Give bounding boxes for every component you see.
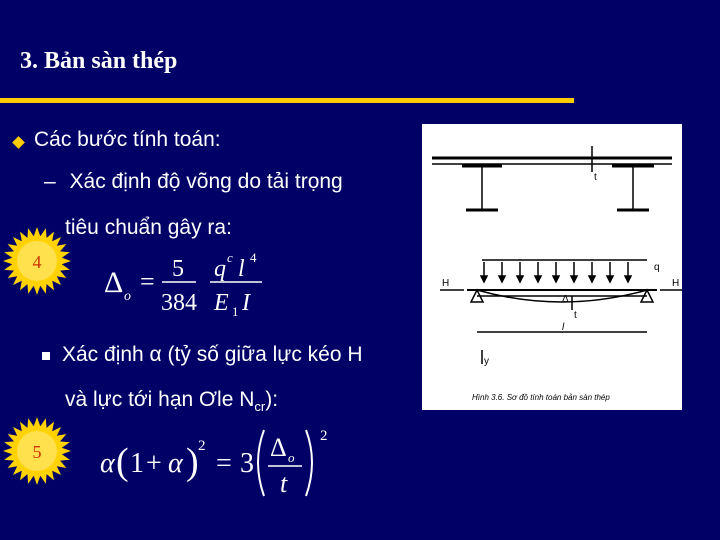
formula2-t: t xyxy=(280,469,288,498)
square-bullet-icon xyxy=(42,352,50,360)
badge-5-label: 5 xyxy=(32,442,42,462)
formula2-plus: + xyxy=(146,448,162,479)
load-arrowhead xyxy=(499,276,505,282)
label-y: y xyxy=(484,356,489,367)
label-l: l xyxy=(562,322,565,333)
load-arrowhead xyxy=(571,276,577,282)
formula2-alpha2: α xyxy=(168,448,183,479)
formula1-sup-c: c xyxy=(227,250,233,265)
label-t-top: t xyxy=(594,172,597,183)
formula2-alpha: α xyxy=(100,448,115,479)
formula1-sup-4: 4 xyxy=(250,250,257,265)
label-q: q xyxy=(654,262,660,273)
formula2-eq: = xyxy=(216,448,232,479)
load-arrowhead xyxy=(625,276,631,282)
formula1-q: q xyxy=(214,256,226,282)
left-i-beam xyxy=(462,166,502,210)
load-arrowhead xyxy=(589,276,595,282)
formula2-sub-o: o xyxy=(288,450,295,465)
label-H-right: H xyxy=(672,278,680,289)
formula1-I: I xyxy=(242,290,250,316)
label-t-mid: t xyxy=(574,310,577,321)
sub-bullet-1-line1: Xác định độ võng do tải trọng xyxy=(69,170,343,193)
formula1-l: l xyxy=(238,256,245,282)
label-delta: Δ xyxy=(562,294,569,305)
formula2-rparen: ) xyxy=(186,441,199,483)
alpha-formula xyxy=(98,422,338,502)
sub-bullet-2-close: ): xyxy=(265,388,279,411)
figure-caption: Hình 3.6. Sơ đồ tính toán bản sàn thép xyxy=(472,393,610,402)
formula2-three: 3 xyxy=(240,448,254,479)
formula2-sup2a: 2 xyxy=(198,438,206,454)
label-H-left: H xyxy=(442,278,450,289)
badge-4-label: 4 xyxy=(32,252,42,272)
right-i-beam xyxy=(612,166,654,210)
formula1-den1: 384 xyxy=(161,290,197,316)
starburst-badge-4 xyxy=(2,226,72,296)
formula1-num1: 5 xyxy=(172,256,184,282)
steel-deck-diagram xyxy=(422,124,682,410)
formula1-sub-o: o xyxy=(124,289,131,304)
load-arrowhead xyxy=(517,276,523,282)
sub-bullet-1-line2: tiêu chuẩn gây ra: xyxy=(65,216,232,239)
formula1-eq: = xyxy=(140,267,155,296)
load-arrows xyxy=(481,262,631,282)
formula1-delta: Δ xyxy=(104,266,124,299)
formula2-lparen: ( xyxy=(116,441,129,483)
starburst-badge-5 xyxy=(2,416,72,486)
load-arrowhead xyxy=(607,276,613,282)
sub-bullet-2-line2 xyxy=(65,388,278,414)
formula1-sub-1: 1 xyxy=(232,304,239,319)
load-arrowhead xyxy=(481,276,487,282)
formula1-E: E xyxy=(214,290,229,316)
slide-title: 3. Bản sàn thép xyxy=(20,48,178,74)
dash-bullet: – xyxy=(44,170,56,193)
ncr-subscript: cr xyxy=(254,399,266,415)
sub-bullet-1 xyxy=(44,170,343,194)
load-arrowhead xyxy=(553,276,559,282)
formula2-delta: Δ xyxy=(270,433,287,462)
bullet-main-text: Các bước tính toán: xyxy=(34,128,221,151)
formula2-sup2b: 2 xyxy=(320,428,328,444)
title-underline xyxy=(0,98,574,103)
deflection-formula xyxy=(100,248,270,320)
load-arrowhead xyxy=(535,276,541,282)
sub-bullet-2-text: và lực tới hạn Ơle N xyxy=(65,388,255,411)
formula2-one: 1 xyxy=(130,448,144,479)
sub-bullet-2-line1: Xác định α (tỷ số giữa lực kéo H xyxy=(62,343,363,366)
